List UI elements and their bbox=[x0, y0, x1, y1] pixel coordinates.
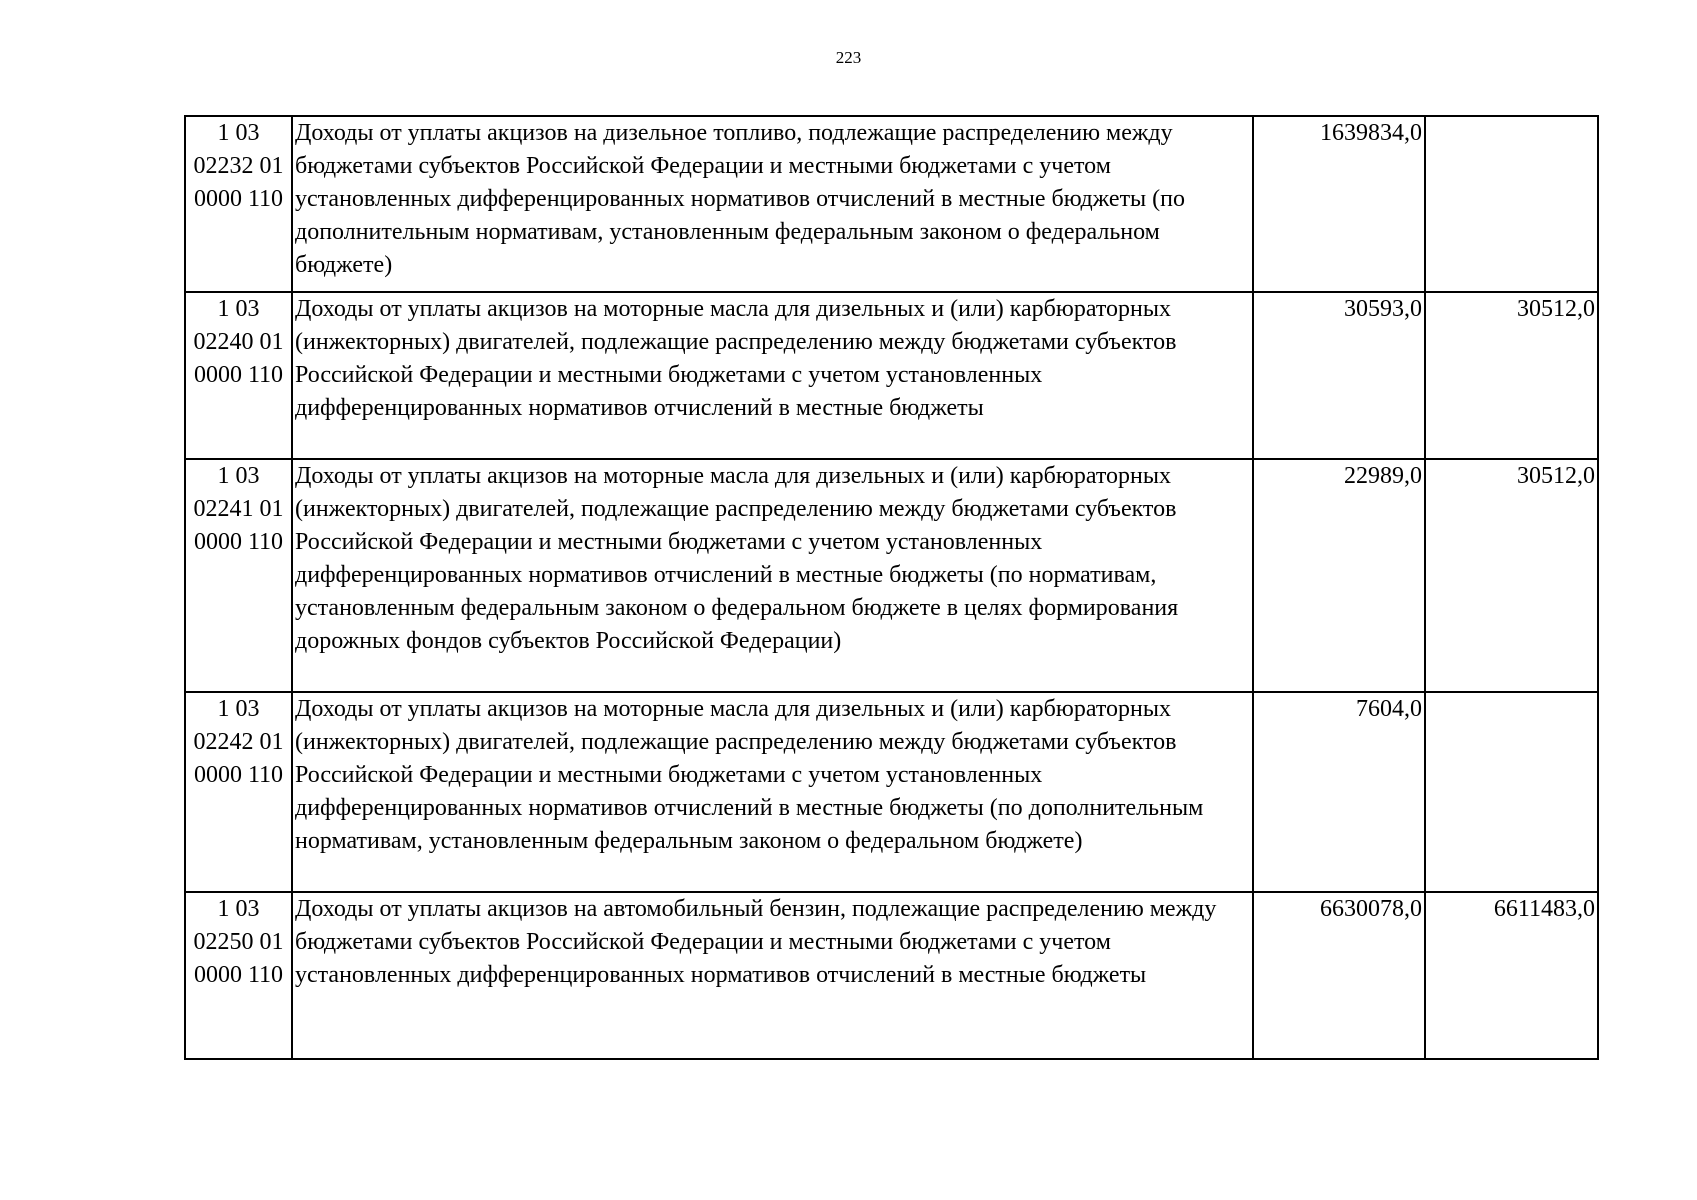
budget-code-cell bbox=[185, 892, 292, 1059]
amount-cell-1: 1639834,0 bbox=[1253, 116, 1425, 292]
revenue-name-cell: Доходы от уплаты акцизов на автомобильный бензин, подлежащие распределению между бюджетами субъектов Российской Федерации и местными бюджетами с учетом установленных дифференцированных нормативов отчислений в местные бюджеты bbox=[292, 892, 1253, 1059]
revenue-name-cell: Доходы от уплаты акцизов на моторные масла для дизельных и (или) карбюраторных (инжекторных) двигателей, подлежащие распределению между бюджетами субъектов Российской Федерации и местными бюджетами с учетом установленных дифференцированных нормативов отчислений в местные бюджеты (по нормативам, установленным федеральным законом о федеральном бюджете в целях формирования дорожных фондов субъектов Российской Федерации) bbox=[292, 459, 1253, 692]
revenue-name-cell: Доходы от уплаты акцизов на моторные масла для дизельных и (или) карбюраторных (инжекторных) двигателей, подлежащие распределению между бюджетами субъектов Российской Федерации и местными бюджетами с учетом установленных дифференцированных нормативов отчислений в местные бюджеты (по дополнительным нормативам, установленным федеральным законом о федеральном бюджете) bbox=[292, 692, 1253, 892]
budget-code-line: 1 03 bbox=[217, 463, 260, 489]
budget-code-line: 0000 110 bbox=[193, 762, 284, 788]
budget-code-line: 02241 01 bbox=[193, 496, 284, 522]
amount-cell-2: 30512,0 bbox=[1425, 459, 1598, 692]
budget-code-line: 1 03 bbox=[217, 296, 260, 322]
table-row bbox=[185, 459, 1598, 692]
budget-code-cell bbox=[185, 459, 292, 692]
budget-code-line: 02232 01 bbox=[193, 153, 284, 179]
budget-code-line: 1 03 bbox=[217, 120, 260, 146]
table-row bbox=[185, 116, 1598, 292]
table-row bbox=[185, 692, 1598, 892]
table-row bbox=[185, 892, 1598, 1059]
budget-code-line: 0000 110 bbox=[193, 529, 284, 555]
amount-cell-2 bbox=[1425, 116, 1598, 292]
amount-cell-2 bbox=[1425, 692, 1598, 892]
amount-cell-2: 30512,0 bbox=[1425, 292, 1598, 459]
budget-code-line: 1 03 bbox=[217, 896, 260, 922]
budget-code-line: 0000 110 bbox=[193, 186, 284, 212]
amount-cell-1: 30593,0 bbox=[1253, 292, 1425, 459]
budget-code-line: 02242 01 bbox=[193, 729, 284, 755]
budget-code-line: 1 03 bbox=[217, 696, 260, 722]
amount-cell-1: 22989,0 bbox=[1253, 459, 1425, 692]
revenue-name-cell: Доходы от уплаты акцизов на моторные масла для дизельных и (или) карбюраторных (инжекторных) двигателей, подлежащие распределению между бюджетами субъектов Российской Федерации и местными бюджетами с учетом установленных дифференцированных нормативов отчислений в местные бюджеты bbox=[292, 292, 1253, 459]
table-row bbox=[185, 292, 1598, 459]
amount-cell-1: 6630078,0 bbox=[1253, 892, 1425, 1059]
budget-code-line: 02250 01 bbox=[193, 929, 284, 955]
budget-code-cell bbox=[185, 292, 292, 459]
budget-code-line: 0000 110 bbox=[193, 362, 284, 388]
budget-code-cell bbox=[185, 692, 292, 892]
page-number: 223 bbox=[835, 48, 862, 67]
budget-code-line: 0000 110 bbox=[193, 962, 284, 988]
revenue-name-cell: Доходы от уплаты акцизов на дизельное топливо, подлежащие распределению между бюджетами субъектов Российской Федерации и местными бюджетами с учетом установленных дифференцированных нормативов отчислений в местные бюджеты (по дополнительным нормативам, установленным федеральным законом о федеральном бюджете) bbox=[292, 116, 1253, 292]
budget-code-line: 02240 01 bbox=[193, 329, 284, 355]
amount-cell-2: 6611483,0 bbox=[1425, 892, 1598, 1059]
revenue-table bbox=[184, 115, 1599, 1060]
budget-code-cell bbox=[185, 116, 292, 292]
amount-cell-1: 7604,0 bbox=[1253, 692, 1425, 892]
